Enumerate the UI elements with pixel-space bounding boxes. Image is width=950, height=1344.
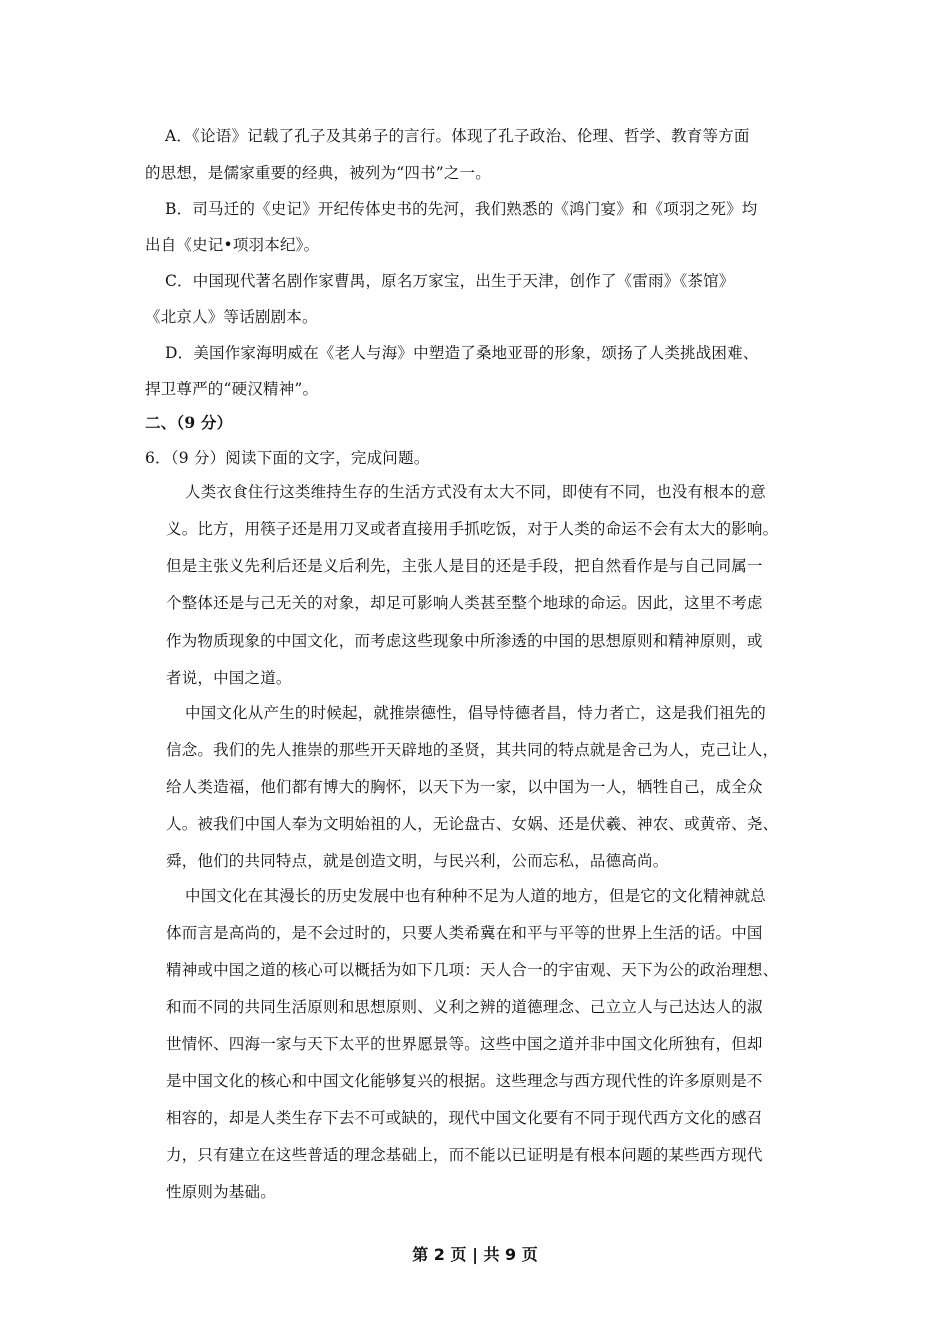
passage-line: 舜，他们的共同特点，就是创造文明，与民兴利，公而忘私，品德高尚。 (166, 852, 669, 870)
option-c-line-1: C．中国现代著名剧作家曹禺，原名万家宝，出生于天津，创作了《雷雨》《茶馆》 (165, 272, 735, 290)
passage-line: 义。比方，用筷子还是用刀叉或者直接用手抓吃饭，对于人类的命运不会有太大的影响。 (166, 520, 779, 538)
passage-line: 作为物质现象的中国文化，而考虑这些现象中所渗透的中国的思想原则和精神原则，或 (166, 632, 763, 650)
option-b-line-2: 出自《史记•项羽本纪》。 (145, 236, 320, 254)
passage-line: 者说，中国之道。 (166, 669, 292, 687)
passage-line: 给人类造福，他们都有博大的胸怀，以天下为一家，以中国为一人，牺牲自己，成全众 (166, 778, 763, 796)
option-c-line-2: 《北京人》等话剧剧本。 (145, 308, 318, 326)
page-number-footer: 第 2 页 | 共 9 页 (412, 1245, 538, 1264)
section-heading: 二、（9 分） (145, 413, 233, 432)
passage-line: 中国文化在其漫长的历史发展中也有种种不足为人道的地方，但是它的文化精神就总 (185, 887, 766, 905)
question-prompt: 6．（9 分）阅读下面的文字，完成问题。 (145, 449, 430, 467)
option-b-line-1: B．司马迁的《史记》开纪传体史书的先河，我们熟悉的《鸿门宴》和《项羽之死》均 (165, 200, 758, 218)
passage-line: 但是主张义先利后还是义后利先，主张人是目的还是手段，把自然看作是与自己同属一 (166, 557, 763, 575)
passage-line: 信念。我们的先人推崇的那些开天辟地的圣贤，其共同的特点就是舍己为人，克己让人， (166, 741, 779, 759)
passage-line: 个整体还是与己无关的对象，却足可影响人类甚至整个地球的命运。因此，这里不考虑 (166, 594, 763, 612)
passage-line: 人类衣食住行这类维持生存的生活方式没有太大不同，即使有不同，也没有根本的意 (185, 483, 766, 501)
passage-line: 精神或中国之道的核心可以概括为如下几项：天人合一的宇宙观、天下为公的政治理想、 (166, 961, 779, 979)
passage-line: 和而不同的共同生活原则和思想原则、义利之辨的道德理念、己立立人与己达达人的淑 (166, 998, 763, 1016)
option-a-line-1: A．《论语》记载了孔子及其弟子的言行。体现了孔子政治、伦理、哲学、教育等方面 (165, 127, 750, 145)
passage-line: 体而言是高尚的，是不会过时的，只要人类希冀在和平与平等的世界上生活的话。中国 (166, 924, 763, 942)
passage-line: 世情怀、四海一家与天下太平的世界愿景等。这些中国之道并非中国文化所独有，但却 (166, 1035, 763, 1053)
option-d-line-2: 捍卫尊严的“硬汉精神”。 (145, 380, 319, 398)
passage-line: 力，只有建立在这些普适的理念基础上，而不能以已证明是有根本问题的某些西方现代 (166, 1146, 763, 1164)
option-d-line-1: D．美国作家海明威在《老人与海》中塑造了桑地亚哥的形象，颂扬了人类挑战困难、 (165, 344, 759, 362)
passage-line: 是中国文化的核心和中国文化能够复兴的根据。这些理念与西方现代性的许多原则是不 (166, 1072, 763, 1090)
passage-line: 性原则为基础。 (166, 1183, 276, 1201)
passage-line: 人。被我们中国人奉为文明始祖的人，无论盘古、女娲、还是伏羲、神农、或黄帝、尧、 (166, 815, 779, 833)
passage-line: 中国文化从产生的时候起，就推崇德性，倡导恃德者昌，恃力者亡，这是我们祖先的 (185, 704, 766, 722)
passage-line: 相容的，却是人类生存下去不可或缺的，现代中国文化要有不同于现代西方文化的感召 (166, 1109, 763, 1127)
option-a-line-2: 的思想，是儒家重要的经典，被列为“四书”之一。 (145, 164, 491, 182)
